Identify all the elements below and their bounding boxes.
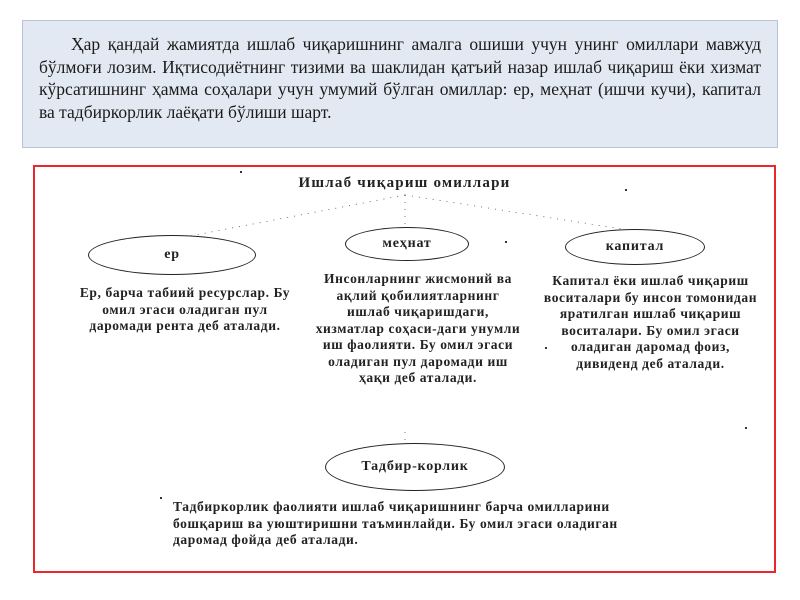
factor-oval-entrepreneurship — [325, 443, 505, 491]
connector-capital — [405, 195, 635, 231]
intro-text: Ҳар қандай жамиятда ишлаб чиқаришнинг амалга ошиши учун унинг омиллари мавжуд бўлмоғи лозим. Иқтисодиётнинг тизими ва шаклидан қатъий назар ишлаб чиқариш ёки хизмат кўрсатишнинг ҳамма соҳалари учун умумий бўлган омиллар: ер, меҳнат (ишчи кучи), капитал ва тадбиркорлик лаёқати бўлиши шарт. — [39, 34, 761, 122]
decor-dot — [160, 497, 162, 499]
factor-label-capital: капитал — [605, 239, 665, 254]
factor-label-entrepreneurship: Тадбир-корлик — [361, 459, 469, 474]
factor-oval-land — [88, 235, 256, 275]
decor-dot — [745, 427, 747, 429]
factor-label-labor: меҳнат — [382, 236, 432, 251]
factors-diagram — [33, 165, 776, 573]
diagram-title: Ишлаб чиқариш омиллари — [298, 175, 511, 191]
decor-dot — [505, 241, 507, 243]
intro-text-box — [22, 20, 778, 148]
decor-dot — [240, 171, 242, 173]
factor-oval-labor — [345, 227, 469, 261]
factor-label-land: ер — [164, 247, 180, 262]
factor-desc-labor: Инсонларнинг жисмоний ва ақлий қобилиятларнинг ишлаб чиқаришдаги, хизматлар соҳаси-даги унумли иш фаолияти. Бу омил эгаси оладиган пул даромади иш ҳақи деб аталади. — [315, 271, 521, 385]
decor-dot — [545, 347, 547, 349]
decor-dot — [625, 189, 627, 191]
factor-desc-capital: Капитал ёки ишлаб чиқариш воситалари бу инсон томонидан яратилган ишлаб чиқариш воситалари. Бу омил эгаси оладиган даромад фоиз, дивиденд деб аталади. — [543, 273, 758, 371]
factor-desc-land: Ер, барча табиий ресурслар. Бу омил эгаси оладиган пул даромади рента деб аталади. — [79, 285, 291, 333]
factor-oval-capital — [565, 229, 705, 265]
factor-desc-entrepreneurship: Тадбиркорлик фаолияти ишлаб чиқаришнинг барча омилларини бошқариш ва уюштиришни таъминлайди. Бу омил эгаси оладиган даромад фойда деб аталади. — [173, 499, 618, 547]
